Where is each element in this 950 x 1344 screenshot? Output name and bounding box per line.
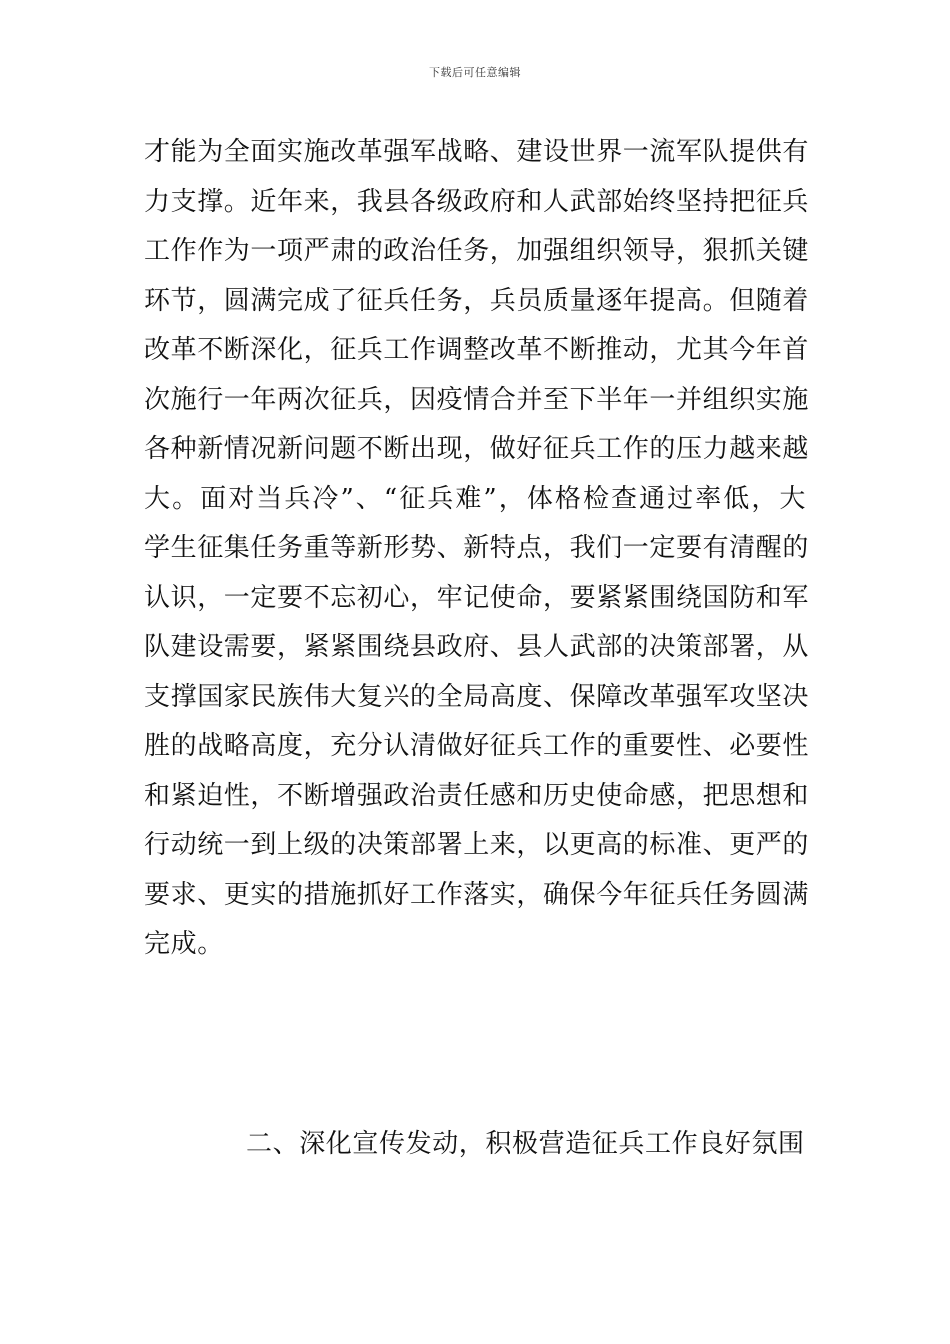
text-line-last: 完成。: [144, 929, 224, 959]
text-line: 环节，圆满完成了征兵任务，兵员质量逐年提高。但随着: [144, 285, 810, 316]
text-line: 学生征集任务重等新形势、新特点，我们一定要有清醒的: [144, 533, 810, 563]
text-line: 大。面对当兵冷”、“征兵难”，体格检查通过率低，大: [144, 483, 806, 514]
text-line: 队建设需要，紧紧围绕县政府、县人武部的决策部署，从: [144, 632, 810, 662]
text-line: 要求、更实的措施抓好工作落实，确保今年征兵任务圆满: [144, 879, 810, 910]
text-line: 力支撑。近年来，我县各级政府和人武部始终坚持把征兵: [144, 186, 810, 217]
text-line: 各种新情况新问题不断出现，做好征兵工作的压力越来越: [144, 434, 810, 464]
text-line: 才能为全面实施改革强军战略、建设世界一流军队提供有: [144, 137, 810, 167]
text-line: 改革不断深化，征兵工作调整改革不断推动，尤其今年首: [144, 335, 810, 365]
body-paragraph: [144, 128, 810, 970]
section-heading: 二、深化宣传发动，积极营造征兵工作良好氛围: [246, 1129, 805, 1159]
text-line: 次施行一年两次征兵，因疫情合并至下半年一并组织实施: [144, 384, 810, 415]
text-line: 和紧迫性，不断增强政治责任感和历史使命感，把思想和: [144, 780, 810, 811]
text-line: 认识，一定要不忘初心，牢记使命，要紧紧围绕国防和军: [144, 582, 810, 613]
text-line: 支撑国家民族伟大复兴的全局高度、保障改革强军攻坚决: [144, 681, 810, 712]
text-line: 胜的战略高度，充分认清做好征兵工作的重要性、必要性: [144, 731, 810, 761]
page-header: 下载后可任意编辑: [429, 66, 521, 79]
text-line: 行动统一到上级的决策部署上来，以更高的标准、更严的: [144, 830, 810, 860]
text-line: 工作作为一项严肃的政治任务，加强组织领导，狠抓关键: [144, 236, 810, 266]
